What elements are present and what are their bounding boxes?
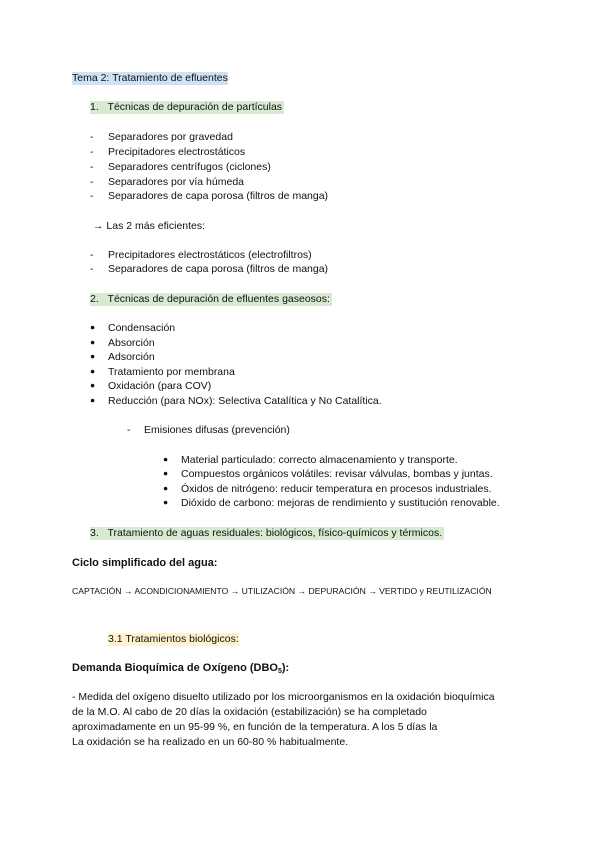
section-1-heading xyxy=(90,101,284,114)
list-item: Óxidos de nitrógeno: reducir temperatura en procesos industriales. xyxy=(181,483,492,495)
dash-marker: - xyxy=(90,263,94,275)
section-1-title: Técnicas de depuración de partículas xyxy=(107,101,283,113)
cycle-flow: CAPTACIÓN → ACONDICIONAMIENTO → UTILIZACIÓN → DEPURACIÓN → VERTIDO y REUTILIZACIÓN xyxy=(72,586,492,596)
subsection-heading: 3.1 Tratamientos biológicos: xyxy=(108,633,239,645)
bullet-marker: ● xyxy=(163,468,169,478)
section-3-heading xyxy=(90,527,444,540)
bullet-marker: ● xyxy=(163,454,169,464)
list-item: Separadores de capa porosa (filtros de manga) xyxy=(108,190,329,202)
dbo-subscript: 5 xyxy=(277,668,282,675)
list-item: Tratamiento por membrana xyxy=(108,366,235,378)
list-item: Reducción (para NOx): Selectiva Catalítica y No Catalítica. xyxy=(108,395,382,407)
dash-marker: - xyxy=(90,190,94,202)
list-item: Precipitadores electrostáticos xyxy=(108,146,246,158)
bullet-marker: ● xyxy=(90,380,96,390)
list-item: Dióxido de carbono: mejoras de rendimiento y sustitución renovable. xyxy=(181,497,500,509)
section-2-heading xyxy=(90,293,332,306)
list-item: Precipitadores electrostáticos (electrofiltros) xyxy=(108,249,312,261)
paragraph-line: La oxidación se ha realizado en un 60-80 % habitualmente. xyxy=(72,736,349,748)
paragraph-line: - Medida del oxígeno disuelto utilizado por los microorganismos en la oxidación bioquímica xyxy=(72,691,495,703)
dash-marker: - xyxy=(90,249,94,261)
bullet-marker: ● xyxy=(90,322,96,332)
diffuse-emissions-heading: Emisiones difusas (prevención) xyxy=(144,424,290,436)
bullet-marker: ● xyxy=(163,483,169,493)
cycle-heading: Ciclo simplificado del agua: xyxy=(72,557,218,569)
list-item: Material particulado: correcto almacenamiento y transporte. xyxy=(181,454,458,466)
dash-marker: - xyxy=(127,424,131,436)
dbo-heading xyxy=(72,662,289,678)
list-item: Separadores por gravedad xyxy=(108,131,233,143)
list-item: Compuestos orgánicos volátiles: revisar válvulas, bombas y juntas. xyxy=(181,468,493,480)
bullet-marker: ● xyxy=(90,351,96,361)
list-item: Adsorción xyxy=(108,351,155,363)
list-item: Separadores por vía húmeda xyxy=(108,176,245,188)
dash-marker: - xyxy=(90,161,94,173)
list-item: Separadores de capa porosa (filtros de manga) xyxy=(108,263,329,275)
page-title: Tema 2: Tratamiento de efluentes xyxy=(72,72,228,84)
dash-marker: - xyxy=(90,146,94,158)
bullet-marker: ● xyxy=(163,497,169,507)
bullet-marker: ● xyxy=(90,395,96,405)
list-item: Oxidación (para COV) xyxy=(108,380,212,392)
bullet-marker: ● xyxy=(90,366,96,376)
list-item: Separadores centrífugos (ciclones) xyxy=(108,161,271,173)
section-2-number: 2. xyxy=(90,293,99,305)
paragraph-line: aproximadamente en un 95-99 %, en función de la temperatura. A los 5 días la xyxy=(72,721,438,733)
bullet-marker: ● xyxy=(90,337,96,347)
paragraph-line: de la M.O. Al cabo de 20 días la oxidación (estabilización) se ha completado xyxy=(72,706,427,718)
list-item: Condensación xyxy=(108,322,176,334)
dbo-heading-text: Demanda Bioquímica de Oxígeno (DBO xyxy=(72,662,278,674)
list-item: Absorción xyxy=(108,337,155,349)
section-1-number: 1. xyxy=(90,101,99,113)
efficient-note: → Las 2 más eficientes: xyxy=(93,220,206,232)
dbo-heading-end: ): xyxy=(281,662,290,674)
dash-marker: - xyxy=(90,176,94,188)
dash-marker: - xyxy=(90,131,94,143)
section-3-number: 3. xyxy=(90,527,99,539)
section-3-title: Tratamiento de aguas residuales: biológicos, físico-químicos y térmicos. xyxy=(107,527,443,539)
section-2-title: Técnicas de depuración de efluentes gaseosos: xyxy=(107,293,330,305)
